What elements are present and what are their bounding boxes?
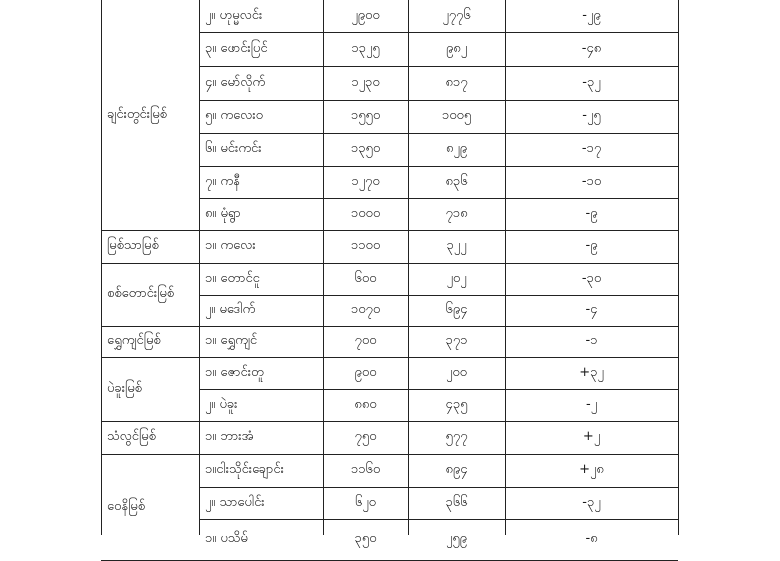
change-cell: -၂၅ [582, 108, 601, 123]
river-name-cell: စစ်တောင်းမြစ် [107, 286, 175, 301]
change-cell: -၈ [585, 531, 598, 546]
station-cell: ၁။ တောင်ငူ [205, 270, 260, 286]
current-level-cell: ၂၀၀ [445, 364, 467, 380]
change-cell: -၁၇ [581, 141, 602, 156]
capacity-cell: ၁၀၇၀ [350, 302, 381, 317]
capacity-cell: ၁၁၀၀ [350, 238, 381, 253]
current-level-cell: ၈၂၉ [445, 141, 468, 156]
station-cell: ၂။ ဟုမ္မလင်း [205, 7, 263, 23]
station-cell: ၂။ မဒေါက် [205, 302, 256, 317]
current-level-cell: ၅၇၇ [445, 429, 468, 444]
current-level-cell: ၂၀၂ [446, 270, 467, 286]
change-cell: -၃၂ [582, 494, 601, 510]
station-cell: ၁။ ရွှေကျင် [205, 333, 258, 348]
current-level-cell: ၂၇၇၆ [442, 7, 471, 23]
change-cell: -၃၀ [581, 270, 602, 286]
station-cell: ၂။ ပဲခူး [205, 396, 238, 412]
river-name-cell: မြစ်သာမြစ် [107, 238, 159, 253]
river-name-cell: ရွှေကျင်မြစ် [107, 333, 161, 348]
river-name-cell: သံလွင်မြစ် [107, 429, 156, 444]
change-cell: -၉ [585, 205, 598, 221]
change-cell: +၃၂ [579, 364, 604, 380]
capacity-cell: ၇၅၀ [354, 429, 377, 444]
capacity-cell: ၁၃၅၀ [350, 141, 381, 156]
station-cell: ၄။ မော်လိုက် [205, 74, 266, 90]
current-level-cell: ၃၇၁ [445, 333, 468, 348]
station-cell: ၁။ ဘားအံ [205, 429, 254, 444]
change-cell: -၁ [585, 333, 598, 348]
capacity-cell: ၂၉၀၀ [351, 7, 380, 23]
station-cell: ၁။ငါးသိုင်းချောင်း [205, 462, 284, 477]
capacity-cell: ၆၂၀ [354, 494, 376, 510]
station-cell: ၈။ မုံရွာ [205, 205, 241, 221]
capacity-cell: ၁၂၃၀ [351, 74, 380, 90]
current-level-cell: ၈၁၇ [445, 74, 468, 90]
station-cell: ၁။ ဇောင်းတူ [205, 364, 264, 380]
change-cell: -၁၀ [581, 173, 602, 189]
current-level-cell: ၇၁၈ [445, 205, 468, 221]
current-level-cell: ၄၃၅ [445, 396, 468, 412]
current-level-cell: ၈၃၆ [445, 173, 468, 189]
river-name-cell: ပဲခူးမြစ် [107, 380, 142, 396]
capacity-cell: ၃၅၀ [354, 531, 377, 546]
current-level-cell: ၁၀၀၅ [441, 108, 472, 123]
current-level-cell: ၂၅၉ [445, 531, 467, 546]
capacity-cell: ၁၀၀၀ [350, 205, 381, 221]
current-level-cell: ၈၉၄ [445, 462, 468, 477]
capacity-cell: ၆၀၀ [354, 270, 377, 286]
capacity-cell: ၁၅၅၀ [350, 108, 381, 123]
river-name-cell: ဝေနိမြစ် [107, 498, 146, 514]
capacity-cell: ၈၈၀ [354, 396, 377, 412]
capacity-cell: ၁၂၇၀ [351, 173, 380, 189]
capacity-cell: ၉၀၀ [354, 364, 377, 380]
change-cell: +၂၈ [579, 462, 604, 477]
station-cell: ၂။ သာပေါင်း [205, 494, 265, 510]
capacity-cell: ၇၀၀ [354, 333, 377, 348]
current-level-cell: ၉၈၂ [445, 40, 468, 56]
capacity-cell: ၁၁၆၀ [350, 462, 381, 477]
table-grid-line [678, 0, 679, 535]
station-cell: ၁။ ပသိမ် [205, 531, 248, 546]
station-cell: ၃။ ဖောင်းပြင် [205, 40, 268, 56]
change-cell: -၄ [585, 302, 598, 317]
current-level-cell: ၆၉၄ [445, 302, 468, 317]
change-cell: -၂ [585, 396, 598, 412]
change-cell: -၂၉ [582, 7, 601, 23]
current-level-cell: ၃၆၆ [445, 494, 468, 510]
station-cell: ၇။ ကနီ [205, 173, 240, 189]
station-cell: ၆။ မင်းကင်း [205, 141, 262, 156]
change-cell: +၂ [582, 429, 601, 444]
change-cell: -၃၂ [582, 74, 601, 90]
change-cell: -၄၈ [581, 40, 602, 56]
station-cell: ၁။ ကလေး [205, 238, 256, 253]
capacity-cell: ၁၃၂၅ [351, 40, 380, 56]
station-cell: ၅။ ကလေးဝ [205, 108, 263, 123]
current-level-cell: ၃၂၂ [446, 238, 467, 253]
change-cell: -၉ [585, 238, 598, 253]
river-name-cell: ချင်းတွင်းမြစ် [107, 106, 167, 122]
